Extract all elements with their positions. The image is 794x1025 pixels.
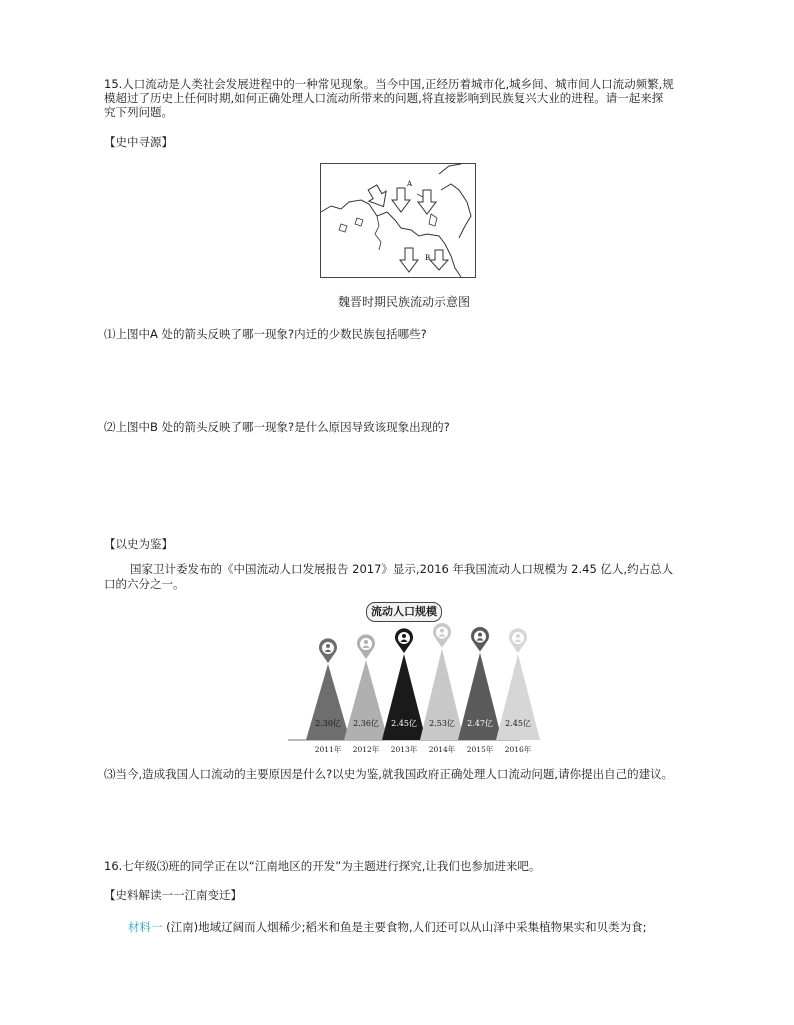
q15-intro-line2: 模超过了历史上任何时期,如何正确处理人口流动所带来的问题,将直接影响到民族复兴大业的进程。请一起来探 — [104, 91, 664, 105]
population-chart — [286, 598, 532, 760]
material-one — [128, 920, 647, 934]
person-pin-head — [402, 634, 406, 638]
chart-category-label: 2014年 — [428, 745, 456, 754]
q15-intro-line3: 究下列问题。 — [104, 105, 173, 119]
question-3: ⑶当今,造成我国人口流动的主要原因是什么?以史为鉴,就我国政府正确处理人口流动问题,请你提出自己的建议。 — [104, 767, 674, 781]
migration-map-drawing — [321, 164, 475, 277]
q16-intro: 16.七年级⑶班的同学正在以“江南地区的开发”为主题进行探究,让我们也参加进来吧。 — [104, 859, 541, 873]
chart-value-label: 2.45亿 — [505, 719, 531, 728]
chart-category-label: 2015年 — [466, 745, 494, 754]
report-line1: 国家卫计委发布的《中国流动人口发展报告 2017》显示,2016 年我国流动人口规模为 2.45 亿人,约占总人 — [130, 562, 674, 576]
chart-value-label: 2.36亿 — [353, 719, 379, 728]
chart-category-label: 2012年 — [352, 745, 380, 754]
material-one-text: (江南)地域辽阔而人烟稀少;稻米和鱼是主要食物,人们还可以从山泽中采集植物果实和贝类为食; — [166, 920, 647, 934]
person-pin-head — [364, 640, 368, 644]
question-1: ⑴上图中A 处的箭头反映了哪一现象?内迁的少数民族包括哪些? — [104, 327, 427, 341]
chart-category-label: 2011年 — [314, 745, 342, 754]
person-pin-head — [516, 634, 520, 638]
q15-intro-line1: 15.人口流动是人类社会发展进程中的一种常见现象。当今中国,正经历着城市化,城乡间、城市间人口流动频繁,规 — [104, 77, 674, 91]
map-label-a: A — [407, 180, 413, 188]
question-2: ⑵上图中B 处的箭头反映了哪一现象?是什么原因导致该现象出现的? — [104, 420, 450, 434]
map-caption: 魏晋时期民族流动示意图 — [338, 295, 471, 309]
chart-value-label: 2.47亿 — [467, 719, 493, 728]
map-label-b: B — [425, 254, 431, 262]
person-pin-head — [440, 629, 444, 633]
chart-bar — [344, 660, 388, 740]
chart-value-label: 2.30亿 — [315, 719, 341, 728]
person-pin-inner — [436, 627, 448, 639]
section-heading-history: 【史中寻源】 — [104, 135, 173, 149]
person-pin-head — [478, 633, 482, 637]
report-line2: 口的六分之一。 — [104, 577, 185, 591]
migration-map — [320, 163, 476, 278]
chart-category-label: 2013年 — [390, 745, 418, 754]
chart-value-label: 2.53亿 — [429, 719, 455, 728]
section-heading-lesson: 【以史为鉴】 — [104, 537, 173, 551]
person-pin-inner — [474, 631, 486, 643]
chart-title: 流动人口规模 — [366, 602, 442, 622]
chart-category-label: 2016年 — [504, 745, 532, 754]
material-one-label: 材料一 — [128, 920, 163, 934]
person-pin-head — [326, 644, 330, 648]
chart-bar — [306, 664, 350, 740]
section-heading-jiangnan: 【史料解读一一江南变迁】 — [104, 888, 242, 902]
chart-value-label: 2.45亿 — [391, 719, 417, 728]
chart-plot — [286, 598, 532, 760]
